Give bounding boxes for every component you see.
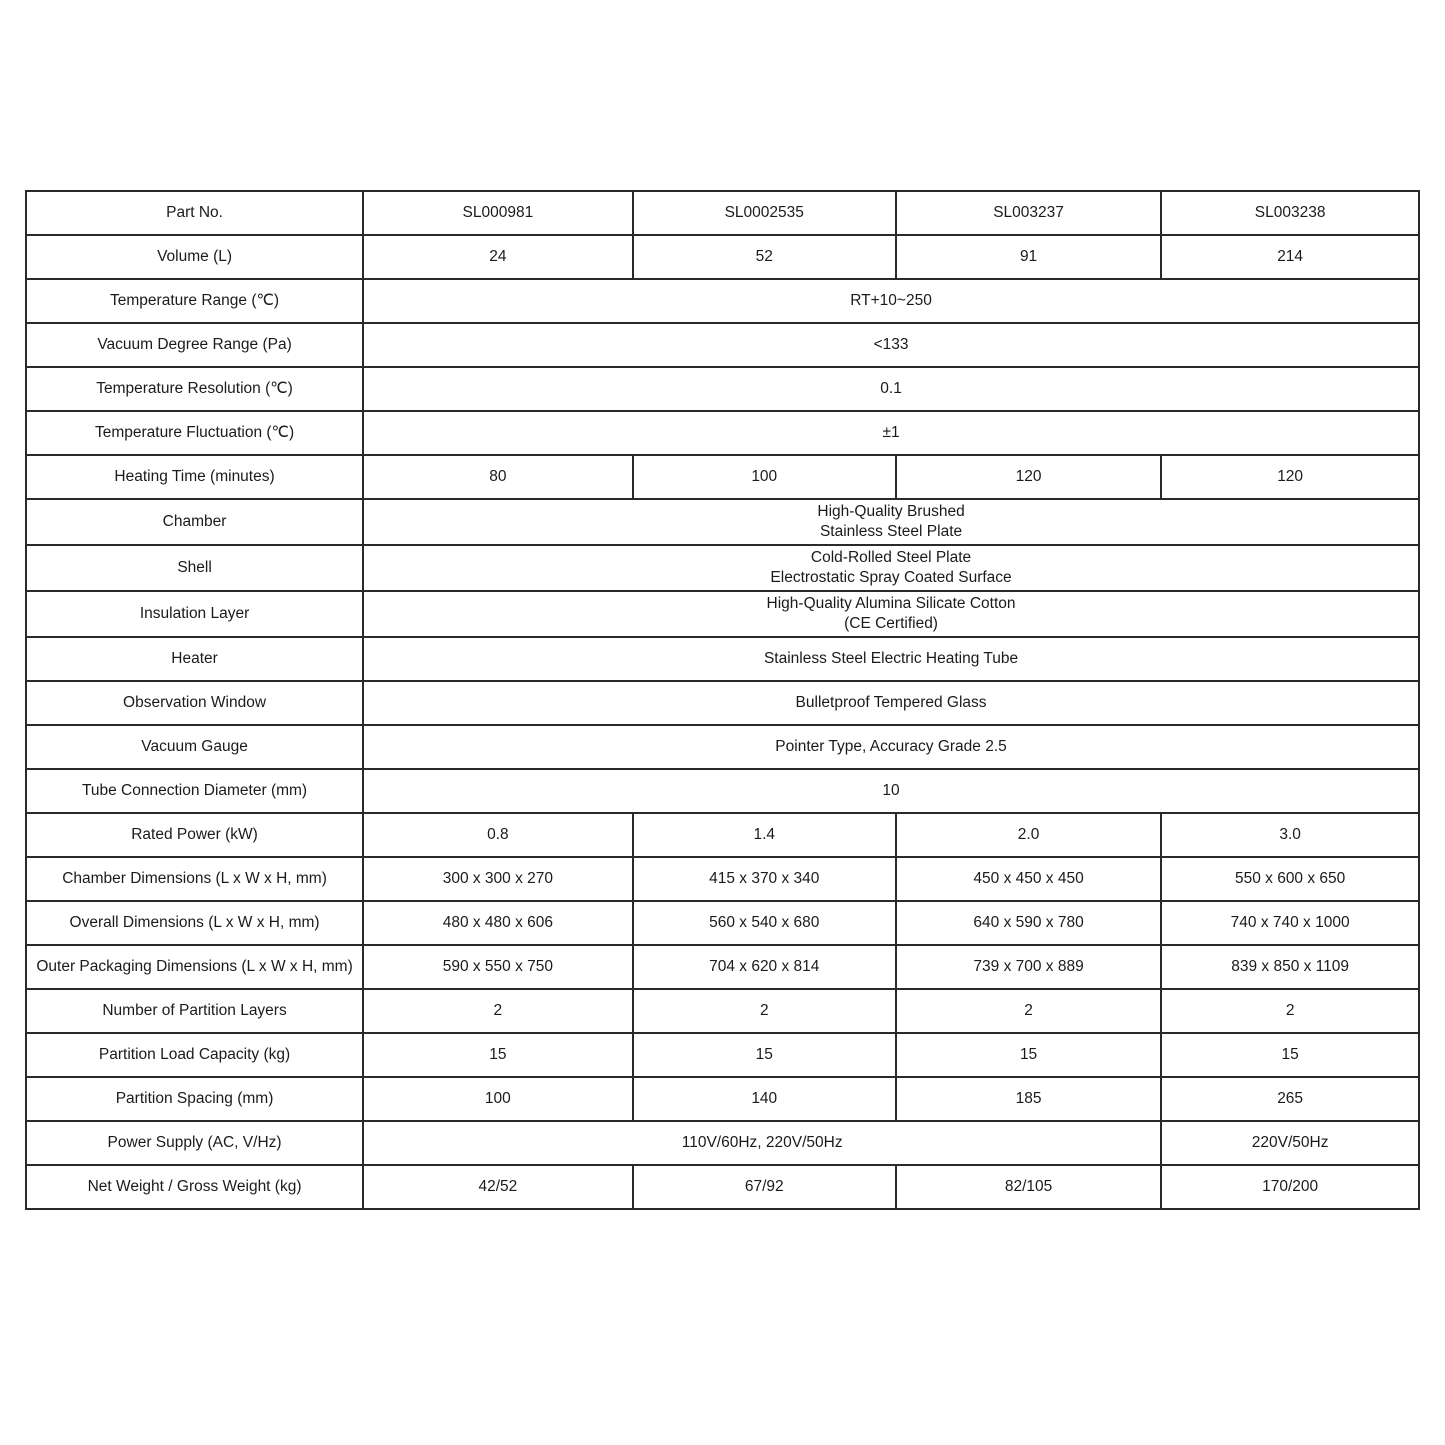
row-value: 100 xyxy=(363,1077,633,1121)
spec-table xyxy=(25,190,1420,1210)
row-value-span xyxy=(363,323,1419,367)
span-line: (CE Certified) xyxy=(844,615,938,632)
row-label: Net Weight / Gross Weight (kg) xyxy=(26,1165,363,1209)
row-value: 740 x 740 x 1000 xyxy=(1161,901,1419,945)
row-value: 450 x 450 x 450 xyxy=(896,857,1161,901)
span-line: Bulletproof Tempered Glass xyxy=(795,694,987,711)
row-value: 550 x 600 x 650 xyxy=(1161,857,1419,901)
spec-row xyxy=(26,545,1419,591)
span-line: Electrostatic Spray Coated Surface xyxy=(770,569,1012,586)
row-value: 67/92 xyxy=(633,1165,896,1209)
spec-row xyxy=(26,1077,1419,1121)
row-label: Overall Dimensions (L x W x H, mm) xyxy=(26,901,363,945)
row-value: 110V/60Hz, 220V/50Hz xyxy=(363,1121,1161,1165)
span-line: Stainless Steel Electric Heating Tube xyxy=(763,650,1019,667)
spec-row xyxy=(26,813,1419,857)
spec-row xyxy=(26,1121,1419,1165)
span-line: High-Quality Alumina Silicate Cotton xyxy=(766,595,1016,612)
spec-row xyxy=(26,411,1419,455)
row-value: 120 xyxy=(1161,455,1419,499)
row-label: Observation Window xyxy=(26,681,363,725)
span-line: <133 xyxy=(873,336,909,353)
row-value: 590 x 550 x 750 xyxy=(363,945,633,989)
row-value: 140 xyxy=(633,1077,896,1121)
span-line: Pointer Type, Accuracy Grade 2.5 xyxy=(775,738,1007,755)
span-line: Cold-Rolled Steel Plate xyxy=(810,549,972,566)
row-value: 839 x 850 x 1109 xyxy=(1161,945,1419,989)
spec-sheet xyxy=(25,190,1420,1210)
spec-row xyxy=(26,499,1419,545)
span-line: 10 xyxy=(882,782,900,799)
spec-row xyxy=(26,681,1419,725)
spec-row xyxy=(26,367,1419,411)
row-label: Outer Packaging Dimensions (L x W x H, mm) xyxy=(26,945,363,989)
row-value: 15 xyxy=(1161,1033,1419,1077)
row-value: 739 x 700 x 889 xyxy=(896,945,1161,989)
span-line: High-Quality Brushed xyxy=(817,503,965,520)
row-value: 0.8 xyxy=(363,813,633,857)
header-row xyxy=(26,191,1419,235)
row-value: 415 x 370 x 340 xyxy=(633,857,896,901)
row-value: 15 xyxy=(633,1033,896,1077)
row-value: 120 xyxy=(896,455,1161,499)
spec-row xyxy=(26,591,1419,637)
row-value-span xyxy=(363,769,1419,813)
row-value: 185 xyxy=(896,1077,1161,1121)
spec-row xyxy=(26,769,1419,813)
row-label: Number of Partition Layers xyxy=(26,989,363,1033)
row-label: Vacuum Degree Range (Pa) xyxy=(26,323,363,367)
row-value: 220V/50Hz xyxy=(1161,1121,1419,1165)
row-label: Chamber xyxy=(26,499,363,545)
row-value: 2.0 xyxy=(896,813,1161,857)
row-value-span xyxy=(363,411,1419,455)
row-label: Shell xyxy=(26,545,363,591)
row-label: Temperature Fluctuation (℃) xyxy=(26,411,363,455)
spec-row xyxy=(26,455,1419,499)
row-value: 42/52 xyxy=(363,1165,633,1209)
row-label: Vacuum Gauge xyxy=(26,725,363,769)
row-label: Chamber Dimensions (L x W x H, mm) xyxy=(26,857,363,901)
row-value: 704 x 620 x 814 xyxy=(633,945,896,989)
row-value-span xyxy=(363,637,1419,681)
row-value: 2 xyxy=(363,989,633,1033)
spec-row xyxy=(26,235,1419,279)
row-value: 80 xyxy=(363,455,633,499)
spec-row xyxy=(26,279,1419,323)
span-line: 0.1 xyxy=(880,380,902,397)
spec-row xyxy=(26,857,1419,901)
spec-row xyxy=(26,989,1419,1033)
spec-row xyxy=(26,901,1419,945)
row-label: Tube Connection Diameter (mm) xyxy=(26,769,363,813)
spec-row xyxy=(26,1165,1419,1209)
row-value-span xyxy=(363,279,1419,323)
row-label: Rated Power (kW) xyxy=(26,813,363,857)
row-value: 640 x 590 x 780 xyxy=(896,901,1161,945)
header-part-number-4: SL003238 xyxy=(1161,191,1419,235)
span-line: Stainless Steel Plate xyxy=(819,523,963,540)
row-value: 100 xyxy=(633,455,896,499)
row-value: 2 xyxy=(633,989,896,1033)
row-value: 15 xyxy=(896,1033,1161,1077)
row-value: 52 xyxy=(633,235,896,279)
header-part-number-2: SL0002535 xyxy=(633,191,896,235)
row-label: Heating Time (minutes) xyxy=(26,455,363,499)
row-value-span xyxy=(363,545,1419,591)
spec-row xyxy=(26,1033,1419,1077)
row-value-span xyxy=(363,725,1419,769)
spec-row xyxy=(26,637,1419,681)
spec-row xyxy=(26,945,1419,989)
row-label: Power Supply (AC, V/Hz) xyxy=(26,1121,363,1165)
row-value: 265 xyxy=(1161,1077,1419,1121)
row-value-span xyxy=(363,499,1419,545)
row-value: 3.0 xyxy=(1161,813,1419,857)
row-value: 91 xyxy=(896,235,1161,279)
row-value: 1.4 xyxy=(633,813,896,857)
span-line: RT+10~250 xyxy=(850,292,932,309)
row-label: Temperature Range (℃) xyxy=(26,279,363,323)
spec-row xyxy=(26,323,1419,367)
header-part-number-3: SL003237 xyxy=(896,191,1161,235)
row-value: 214 xyxy=(1161,235,1419,279)
row-value-span xyxy=(363,681,1419,725)
table-header xyxy=(26,191,1419,235)
row-value: 300 x 300 x 270 xyxy=(363,857,633,901)
header-part-no-label: Part No. xyxy=(26,191,363,235)
row-label: Heater xyxy=(26,637,363,681)
header-part-number-1: SL000981 xyxy=(363,191,633,235)
row-value: 15 xyxy=(363,1033,633,1077)
row-label: Insulation Layer xyxy=(26,591,363,637)
span-line: ±1 xyxy=(882,424,900,441)
row-label: Partition Load Capacity (kg) xyxy=(26,1033,363,1077)
row-value: 480 x 480 x 606 xyxy=(363,901,633,945)
row-value: 2 xyxy=(1161,989,1419,1033)
row-value-span xyxy=(363,367,1419,411)
row-value: 560 x 540 x 680 xyxy=(633,901,896,945)
row-label: Partition Spacing (mm) xyxy=(26,1077,363,1121)
row-value: 170/200 xyxy=(1161,1165,1419,1209)
table-body xyxy=(26,235,1419,1209)
row-value: 24 xyxy=(363,235,633,279)
row-value-span xyxy=(363,591,1419,637)
row-value: 2 xyxy=(896,989,1161,1033)
spec-row xyxy=(26,725,1419,769)
row-label: Volume (L) xyxy=(26,235,363,279)
row-label: Temperature Resolution (℃) xyxy=(26,367,363,411)
row-value: 82/105 xyxy=(896,1165,1161,1209)
